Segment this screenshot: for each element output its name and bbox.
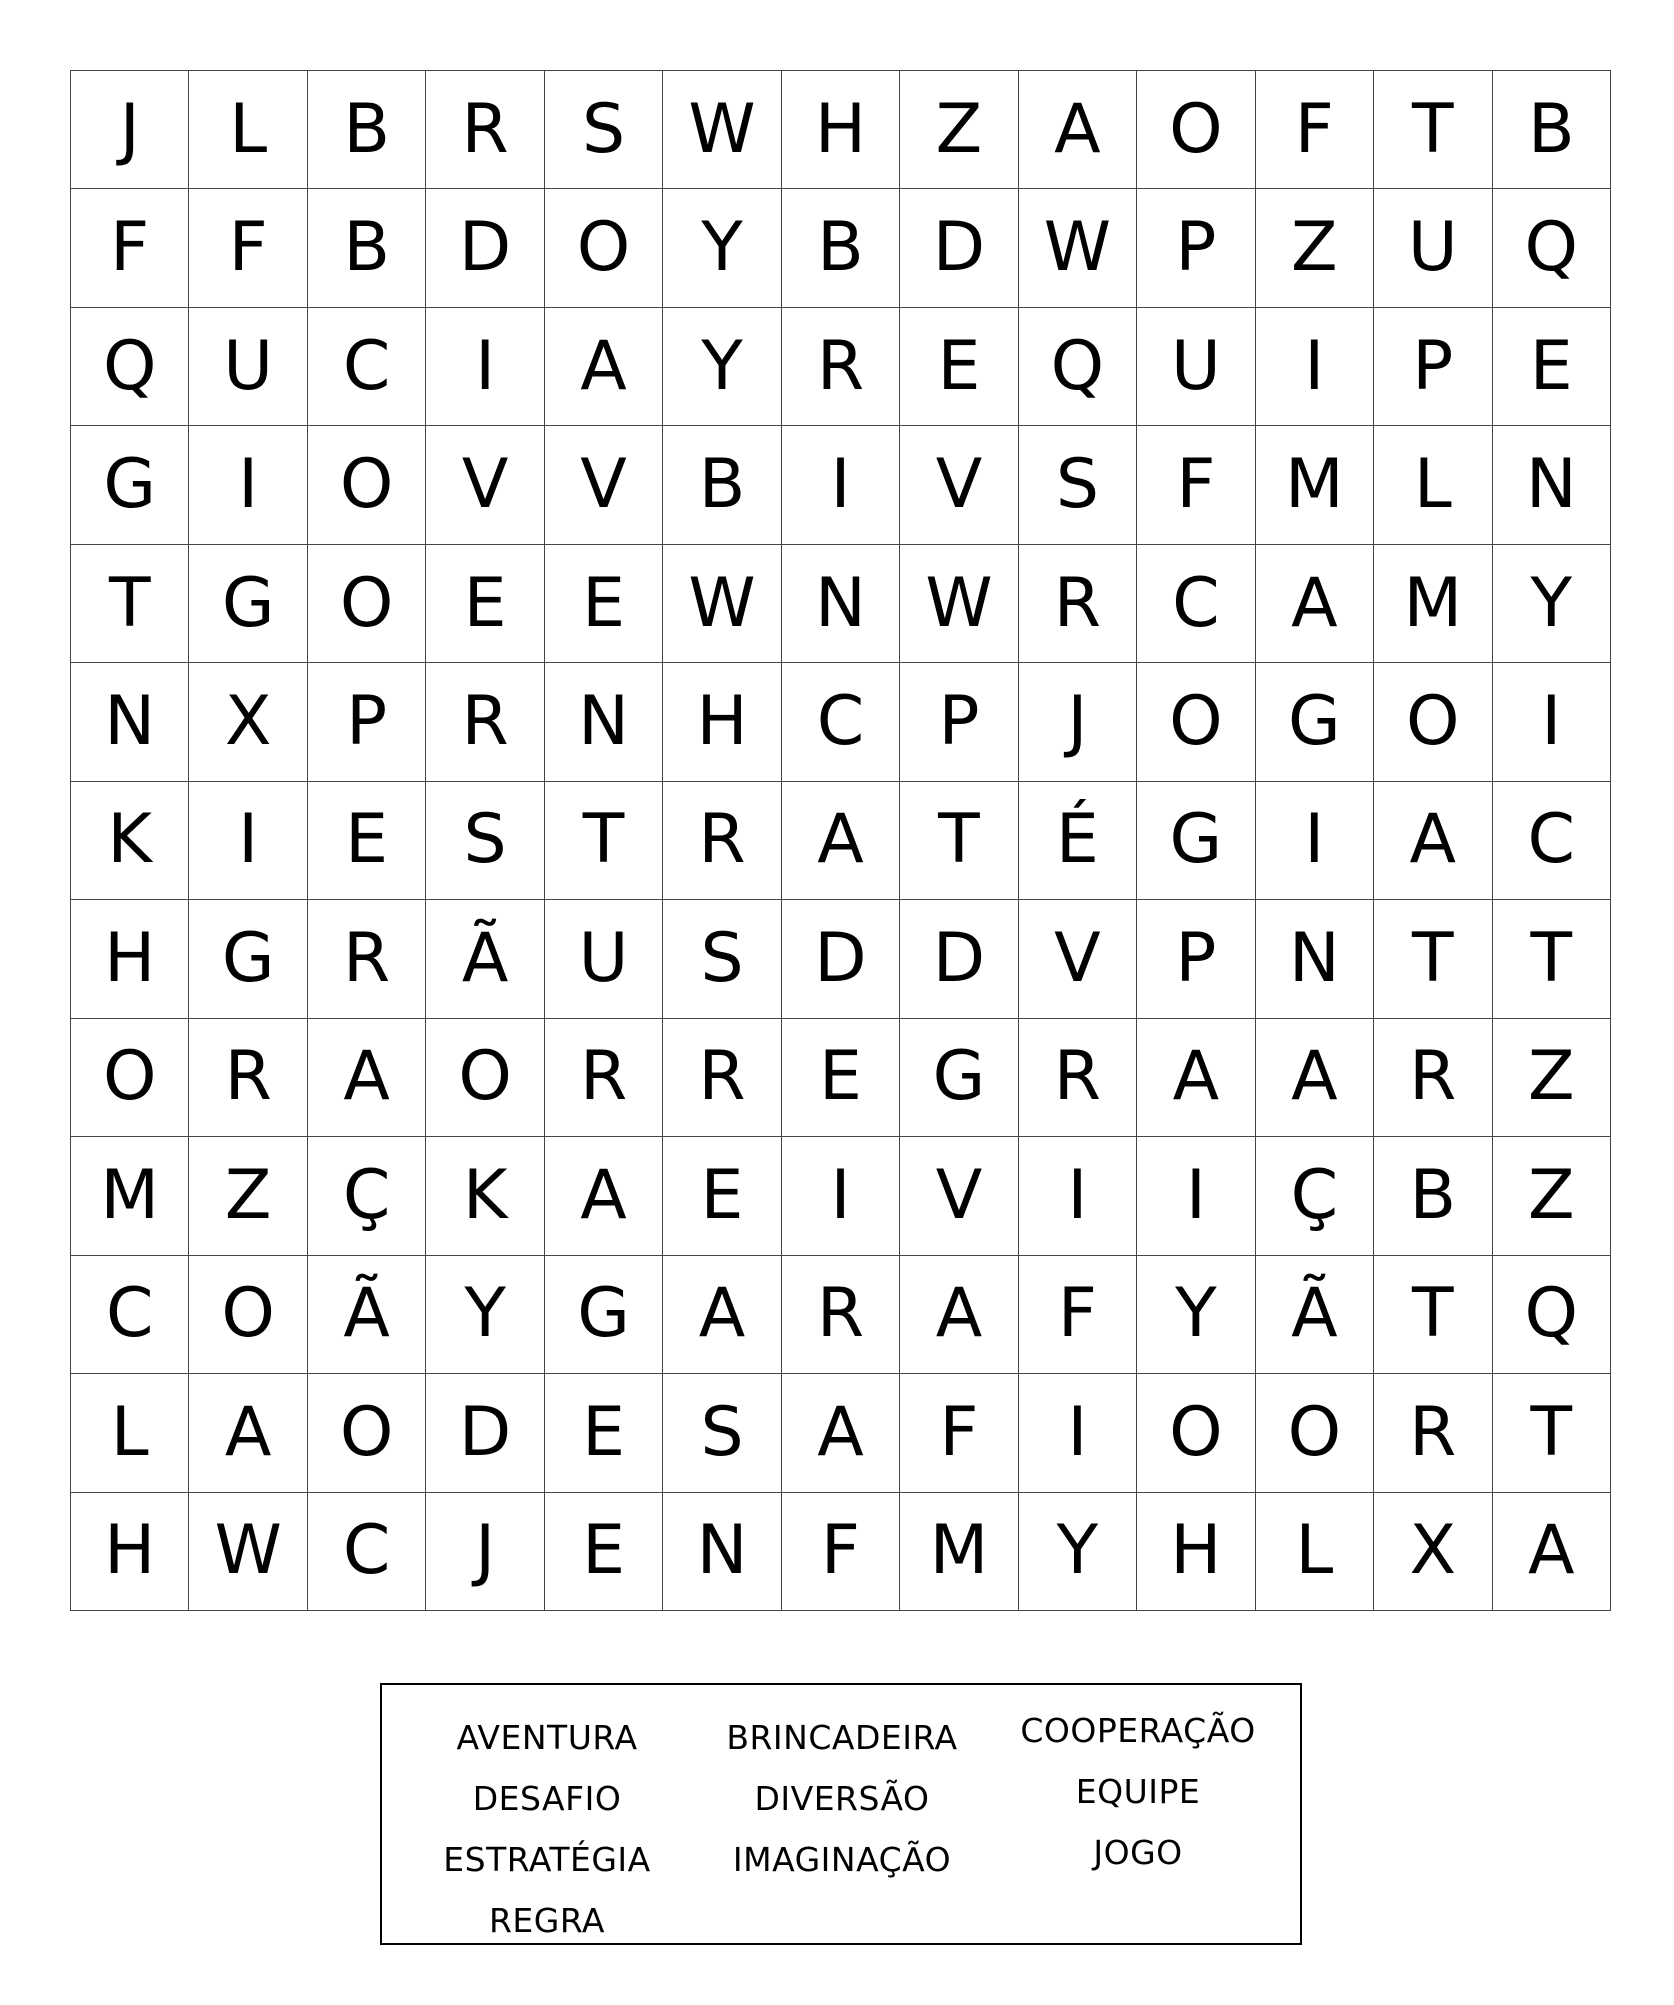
grid-cell[interactable]: M bbox=[1374, 545, 1492, 663]
grid-cell[interactable]: C bbox=[1493, 782, 1611, 900]
word-list-item: AVENTURA bbox=[456, 1718, 638, 1757]
grid-cell[interactable]: Q bbox=[1493, 1256, 1611, 1374]
grid-cell[interactable]: P bbox=[1374, 308, 1492, 426]
grid-cell[interactable]: K bbox=[71, 782, 189, 900]
grid-cell[interactable]: G bbox=[71, 426, 189, 544]
grid-cell[interactable]: E bbox=[545, 545, 663, 663]
grid-cell[interactable]: Z bbox=[1256, 189, 1374, 307]
grid-cell[interactable]: Y bbox=[1019, 1493, 1137, 1611]
grid-cell[interactable]: U bbox=[545, 900, 663, 1018]
grid-cell[interactable]: P bbox=[1137, 189, 1255, 307]
grid-cell[interactable]: B bbox=[1374, 1137, 1492, 1255]
grid-cell[interactable]: N bbox=[663, 1493, 781, 1611]
grid-cell[interactable]: Ã bbox=[426, 900, 544, 1018]
grid-cell[interactable]: V bbox=[1019, 900, 1137, 1018]
grid-cell[interactable]: R bbox=[545, 1019, 663, 1137]
grid-cell[interactable]: W bbox=[900, 545, 1018, 663]
grid-cell[interactable]: R bbox=[663, 782, 781, 900]
grid-cell[interactable]: T bbox=[1493, 1374, 1611, 1492]
grid-cell[interactable]: G bbox=[189, 900, 307, 1018]
grid-cell[interactable]: F bbox=[189, 189, 307, 307]
grid-cell[interactable]: S bbox=[1019, 426, 1137, 544]
grid-cell[interactable]: R bbox=[189, 1019, 307, 1137]
grid-cell[interactable]: L bbox=[1374, 426, 1492, 544]
word-list-item: REGRA bbox=[488, 1901, 606, 1940]
grid-cell[interactable]: P bbox=[308, 663, 426, 781]
grid-cell[interactable]: G bbox=[900, 1019, 1018, 1137]
grid-cell[interactable]: X bbox=[189, 663, 307, 781]
grid-cell[interactable]: N bbox=[1493, 426, 1611, 544]
grid-cell[interactable]: T bbox=[1374, 71, 1492, 189]
grid-cell[interactable]: J bbox=[71, 71, 189, 189]
word-list-item: IMAGINAÇÃO bbox=[732, 1840, 952, 1879]
grid-cell[interactable]: I bbox=[782, 426, 900, 544]
grid-cell[interactable]: G bbox=[1256, 663, 1374, 781]
grid-cell[interactable]: A bbox=[545, 308, 663, 426]
grid-cell[interactable]: D bbox=[900, 189, 1018, 307]
grid-cell[interactable]: Ã bbox=[308, 1256, 426, 1374]
grid-cell[interactable]: O bbox=[1137, 1374, 1255, 1492]
grid-cell[interactable]: Q bbox=[1019, 308, 1137, 426]
grid-cell[interactable]: F bbox=[71, 189, 189, 307]
grid-cell[interactable]: D bbox=[782, 900, 900, 1018]
grid-cell[interactable]: S bbox=[545, 71, 663, 189]
word-search-grid bbox=[70, 70, 1611, 1611]
word-list-column-1 bbox=[397, 1707, 697, 1951]
grid-cell[interactable]: B bbox=[663, 426, 781, 544]
grid-cell[interactable]: O bbox=[1137, 71, 1255, 189]
grid-cell[interactable]: R bbox=[426, 71, 544, 189]
grid-cell[interactable]: R bbox=[1019, 1019, 1137, 1137]
grid-cell[interactable]: A bbox=[1256, 545, 1374, 663]
grid-cell[interactable]: C bbox=[308, 1493, 426, 1611]
grid-cell[interactable]: F bbox=[900, 1374, 1018, 1492]
grid-cell[interactable]: C bbox=[71, 1256, 189, 1374]
grid-cell[interactable]: F bbox=[1256, 71, 1374, 189]
grid-cell[interactable]: V bbox=[545, 426, 663, 544]
grid-cell[interactable]: E bbox=[782, 1019, 900, 1137]
grid-cell[interactable]: O bbox=[1137, 663, 1255, 781]
grid-cell[interactable]: O bbox=[308, 426, 426, 544]
grid-cell[interactable]: N bbox=[71, 663, 189, 781]
grid-cell[interactable]: O bbox=[426, 1019, 544, 1137]
grid-cell[interactable]: M bbox=[71, 1137, 189, 1255]
grid-cell[interactable]: U bbox=[1137, 308, 1255, 426]
grid-cell[interactable]: H bbox=[71, 900, 189, 1018]
word-list-item: ESTRATÉGIA bbox=[443, 1840, 651, 1879]
grid-cell[interactable]: P bbox=[1137, 900, 1255, 1018]
grid-cell[interactable]: T bbox=[71, 545, 189, 663]
grid-cell[interactable]: S bbox=[663, 900, 781, 1018]
grid-cell[interactable]: C bbox=[782, 663, 900, 781]
grid-cell[interactable]: R bbox=[782, 308, 900, 426]
grid-cell[interactable]: E bbox=[545, 1493, 663, 1611]
grid-cell[interactable]: O bbox=[308, 545, 426, 663]
grid-cell[interactable]: R bbox=[1019, 545, 1137, 663]
grid-cell[interactable]: T bbox=[545, 782, 663, 900]
grid-cell[interactable]: M bbox=[900, 1493, 1018, 1611]
grid-cell[interactable]: F bbox=[1019, 1256, 1137, 1374]
grid-cell[interactable]: C bbox=[1137, 545, 1255, 663]
grid-cell[interactable]: H bbox=[71, 1493, 189, 1611]
grid-cell[interactable]: Ã bbox=[1256, 1256, 1374, 1374]
grid-cell[interactable]: Z bbox=[1493, 1019, 1611, 1137]
grid-cell[interactable]: B bbox=[782, 189, 900, 307]
grid-cell[interactable]: I bbox=[1019, 1374, 1137, 1492]
grid-cell[interactable]: T bbox=[1374, 900, 1492, 1018]
grid-cell[interactable]: O bbox=[71, 1019, 189, 1137]
grid-cell[interactable]: W bbox=[663, 545, 781, 663]
grid-cell[interactable]: A bbox=[1019, 71, 1137, 189]
grid-cell[interactable]: Z bbox=[900, 71, 1018, 189]
grid-cell[interactable]: H bbox=[782, 71, 900, 189]
grid-cell[interactable]: B bbox=[308, 71, 426, 189]
grid-cell[interactable]: W bbox=[189, 1493, 307, 1611]
grid-cell[interactable]: I bbox=[1493, 663, 1611, 781]
grid-cell[interactable]: H bbox=[1137, 1493, 1255, 1611]
grid-cell[interactable]: A bbox=[189, 1374, 307, 1492]
grid-cell[interactable]: L bbox=[189, 71, 307, 189]
grid-cell[interactable]: R bbox=[426, 663, 544, 781]
grid-cell[interactable]: R bbox=[782, 1256, 900, 1374]
grid-cell[interactable]: E bbox=[545, 1374, 663, 1492]
grid-cell[interactable]: W bbox=[1019, 189, 1137, 307]
grid-cell[interactable]: S bbox=[663, 1374, 781, 1492]
word-list-item: DIVERSÃO bbox=[754, 1779, 930, 1818]
word-list-column-2 bbox=[692, 1707, 992, 1890]
grid-cell[interactable]: O bbox=[1374, 663, 1492, 781]
grid-cell[interactable]: H bbox=[663, 663, 781, 781]
grid-cell[interactable]: N bbox=[782, 545, 900, 663]
grid-cell[interactable]: Y bbox=[663, 189, 781, 307]
grid-cell[interactable]: G bbox=[545, 1256, 663, 1374]
grid-cell[interactable]: T bbox=[1374, 1256, 1492, 1374]
grid-cell[interactable]: E bbox=[1493, 308, 1611, 426]
grid-cell[interactable]: O bbox=[545, 189, 663, 307]
grid-cell[interactable]: É bbox=[1019, 782, 1137, 900]
grid-cell[interactable]: D bbox=[426, 189, 544, 307]
grid-cell[interactable]: A bbox=[1374, 782, 1492, 900]
grid-cell[interactable]: Y bbox=[663, 308, 781, 426]
grid-cell[interactable]: A bbox=[1256, 1019, 1374, 1137]
grid-cell[interactable]: B bbox=[1493, 71, 1611, 189]
grid-cell[interactable]: V bbox=[900, 1137, 1018, 1255]
grid-cell[interactable]: F bbox=[1137, 426, 1255, 544]
grid-cell[interactable]: Y bbox=[1493, 545, 1611, 663]
grid-cell[interactable]: J bbox=[1019, 663, 1137, 781]
grid-cell[interactable]: Q bbox=[1493, 189, 1611, 307]
grid-cell[interactable]: J bbox=[426, 1493, 544, 1611]
grid-cell[interactable]: U bbox=[189, 308, 307, 426]
grid-cell[interactable]: O bbox=[308, 1374, 426, 1492]
word-list-item: BRINCADEIRA bbox=[726, 1718, 958, 1757]
grid-cell[interactable]: W bbox=[663, 71, 781, 189]
grid-cell[interactable]: K bbox=[426, 1137, 544, 1255]
grid-cell[interactable]: L bbox=[1256, 1493, 1374, 1611]
word-list-item: COOPERAÇÃO bbox=[1020, 1711, 1256, 1750]
grid-cell[interactable]: M bbox=[1256, 426, 1374, 544]
grid-cell[interactable]: A bbox=[663, 1256, 781, 1374]
word-list-item: JOGO bbox=[1093, 1833, 1183, 1872]
grid-cell[interactable]: F bbox=[782, 1493, 900, 1611]
grid-cell[interactable]: E bbox=[900, 308, 1018, 426]
grid-cell[interactable]: P bbox=[900, 663, 1018, 781]
grid-cell[interactable]: A bbox=[308, 1019, 426, 1137]
word-list-item: EQUIPE bbox=[1075, 1772, 1201, 1811]
word-list-item: DESAFIO bbox=[472, 1779, 622, 1818]
grid-cell[interactable]: Y bbox=[1137, 1256, 1255, 1374]
grid-cell[interactable]: E bbox=[426, 545, 544, 663]
grid-cell[interactable]: S bbox=[426, 782, 544, 900]
word-list-box bbox=[380, 1683, 1302, 1945]
grid-cell[interactable]: I bbox=[1256, 782, 1374, 900]
grid-cell[interactable]: A bbox=[782, 782, 900, 900]
grid-cell[interactable]: T bbox=[1493, 900, 1611, 1018]
grid-cell[interactable]: T bbox=[900, 782, 1018, 900]
grid-cell[interactable]: R bbox=[663, 1019, 781, 1137]
grid-cell[interactable]: C bbox=[308, 308, 426, 426]
grid-cell[interactable]: R bbox=[308, 900, 426, 1018]
grid-cell[interactable]: O bbox=[189, 1256, 307, 1374]
grid-cell[interactable]: N bbox=[545, 663, 663, 781]
grid-cell[interactable]: A bbox=[900, 1256, 1018, 1374]
grid-cell[interactable]: R bbox=[1374, 1374, 1492, 1492]
grid-cell[interactable]: E bbox=[663, 1137, 781, 1255]
grid-cell[interactable]: I bbox=[1137, 1137, 1255, 1255]
grid-cell[interactable]: D bbox=[426, 1374, 544, 1492]
grid-cell[interactable]: Z bbox=[189, 1137, 307, 1255]
grid-cell[interactable]: D bbox=[900, 900, 1018, 1018]
grid-cell[interactable]: A bbox=[782, 1374, 900, 1492]
grid-cell[interactable]: Ç bbox=[1256, 1137, 1374, 1255]
grid-cell[interactable]: G bbox=[189, 545, 307, 663]
grid-cell[interactable]: B bbox=[308, 189, 426, 307]
grid-cell[interactable]: R bbox=[1374, 1019, 1492, 1137]
grid-cell[interactable]: U bbox=[1374, 189, 1492, 307]
grid-cell[interactable]: X bbox=[1374, 1493, 1492, 1611]
grid-cell[interactable]: Ç bbox=[308, 1137, 426, 1255]
grid-cell[interactable]: A bbox=[545, 1137, 663, 1255]
grid-cell[interactable]: Q bbox=[71, 308, 189, 426]
grid-cell[interactable]: I bbox=[1019, 1137, 1137, 1255]
grid-cell[interactable]: A bbox=[1137, 1019, 1255, 1137]
grid-cell[interactable]: I bbox=[189, 782, 307, 900]
grid-cell[interactable]: I bbox=[782, 1137, 900, 1255]
grid-cell[interactable]: I bbox=[189, 426, 307, 544]
grid-cell[interactable]: A bbox=[1493, 1493, 1611, 1611]
word-list-column-3 bbox=[988, 1700, 1288, 1883]
grid-cell[interactable]: Z bbox=[1493, 1137, 1611, 1255]
grid-cell[interactable]: I bbox=[426, 308, 544, 426]
grid-cell[interactable]: O bbox=[1256, 1374, 1374, 1492]
grid-cell[interactable]: V bbox=[426, 426, 544, 544]
grid-cell[interactable]: V bbox=[900, 426, 1018, 544]
grid-cell[interactable]: Y bbox=[426, 1256, 544, 1374]
grid-cell[interactable]: N bbox=[1256, 900, 1374, 1018]
grid-cell[interactable]: G bbox=[1137, 782, 1255, 900]
grid-cell[interactable]: L bbox=[71, 1374, 189, 1492]
grid-cell[interactable]: E bbox=[308, 782, 426, 900]
grid-cell[interactable]: I bbox=[1256, 308, 1374, 426]
